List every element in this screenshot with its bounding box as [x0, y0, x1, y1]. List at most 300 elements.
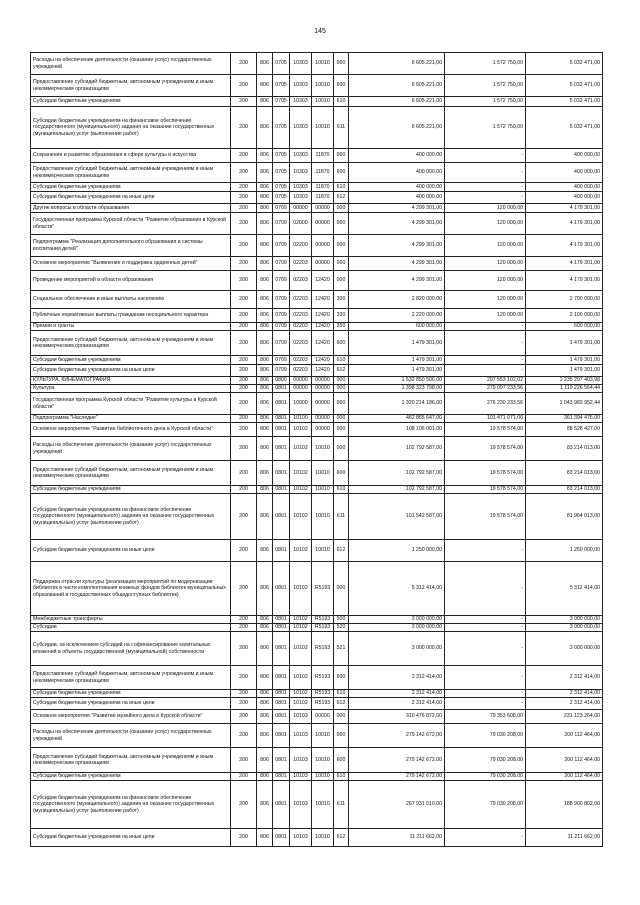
grbs-code-cell: 200	[231, 107, 257, 149]
federal-amount-cell: 1 572 750,00	[445, 53, 526, 75]
direction-code-cell: 10010	[312, 97, 334, 107]
total-amount-cell: 400 000,00	[349, 149, 445, 163]
section-code-cell: 0801	[273, 748, 290, 773]
row-name-cell: Предоставление субсидий бюджетным, автономным учреждениям и иным некоммерческим организациям	[31, 748, 231, 773]
table-row	[31, 291, 603, 309]
program-code-cell: 10103	[290, 710, 312, 724]
total-amount-cell: 3 000 000,00	[349, 616, 445, 624]
regional-amount-cell: 4 179 301,00	[526, 213, 603, 235]
budget-table-body	[31, 53, 603, 847]
row-name-cell: Предоставление субсидий бюджетным, автономным учреждениям и иным некоммерческим организациям	[31, 666, 231, 690]
section-code-cell: 0709	[273, 331, 290, 356]
section-code-cell: 0709	[273, 235, 290, 257]
table-row	[31, 75, 603, 97]
total-amount-cell: 1 250 000,00	[349, 540, 445, 562]
row-name-cell: Предоставление субсидий бюджетным, автономным учреждениям и иным некоммерческим организациям	[31, 163, 231, 183]
grbs-code-cell: 200	[231, 773, 257, 781]
ministry-code-cell: 806	[257, 698, 273, 710]
ministry-code-cell: 806	[257, 291, 273, 309]
table-row	[31, 235, 603, 257]
row-name-cell: Субсидии бюджетным учреждениям	[31, 486, 231, 494]
expense-type-cell: 600	[334, 666, 349, 690]
federal-amount-cell: -	[445, 829, 526, 847]
program-code-cell: 10000	[290, 393, 312, 415]
direction-code-cell: 10010	[312, 53, 334, 75]
section-code-cell: 0705	[273, 75, 290, 97]
grbs-code-cell: 200	[231, 724, 257, 748]
table-row	[31, 562, 603, 616]
program-code-cell: 10103	[290, 748, 312, 773]
ministry-code-cell: 806	[257, 53, 273, 75]
direction-code-cell: 00000	[312, 710, 334, 724]
row-name-cell: Предоставление субсидий бюджетным, автономным учреждениям и иным некоммерческим организациям	[31, 461, 231, 486]
section-code-cell: 0801	[273, 415, 290, 423]
federal-amount-cell: -	[445, 149, 526, 163]
program-code-cell: 10102	[290, 690, 312, 698]
grbs-code-cell: 200	[231, 97, 257, 107]
section-code-cell: 0705	[273, 107, 290, 149]
section-code-cell: 0801	[273, 494, 290, 540]
section-code-cell: 0709	[273, 323, 290, 331]
expense-type-cell: 000	[334, 710, 349, 724]
regional-amount-cell: 2 312 414,00	[526, 698, 603, 710]
ministry-code-cell: 806	[257, 423, 273, 437]
table-row	[31, 163, 603, 183]
ministry-code-cell: 806	[257, 624, 273, 632]
federal-amount-cell: 120 000,00	[445, 257, 526, 271]
program-code-cell: 02203	[290, 271, 312, 291]
expense-type-cell: 521	[334, 632, 349, 666]
expense-type-cell: 600	[334, 748, 349, 773]
federal-amount-cell: 79 030 208,00	[445, 781, 526, 829]
program-code-cell: 10303	[290, 75, 312, 97]
ministry-code-cell: 806	[257, 385, 273, 393]
federal-amount-cell: 1 572 750,00	[445, 75, 526, 97]
regional-amount-cell: 83 214 013,00	[526, 486, 603, 494]
regional-amount-cell: 3 000 000,00	[526, 624, 603, 632]
ministry-code-cell: 806	[257, 393, 273, 415]
regional-amount-cell: 200 112 464,00	[526, 748, 603, 773]
total-amount-cell: 2 220 000,00	[349, 309, 445, 323]
federal-amount-cell: -	[445, 356, 526, 365]
expense-type-cell: 000	[334, 724, 349, 748]
total-amount-cell: 400 000,00	[349, 192, 445, 204]
total-amount-cell: 4 299 301,00	[349, 204, 445, 213]
ministry-code-cell: 806	[257, 724, 273, 748]
total-amount-cell: 2 312 414,00	[349, 698, 445, 710]
federal-amount-cell: 19 578 574,00	[445, 437, 526, 461]
federal-amount-cell: -	[445, 365, 526, 377]
section-code-cell: 0709	[273, 365, 290, 377]
program-code-cell: 02203	[290, 291, 312, 309]
program-code-cell: 02203	[290, 257, 312, 271]
table-row	[31, 53, 603, 75]
federal-amount-cell: 120 000,00	[445, 235, 526, 257]
row-name-cell: Основное мероприятие "Выявление и поддержка одаренных детей"	[31, 257, 231, 271]
expense-type-cell: 612	[334, 540, 349, 562]
expense-type-cell: 612	[334, 829, 349, 847]
row-name-cell: КУЛЬТУРА, КИНЕМАТОГРАФИЯ	[31, 377, 231, 385]
ministry-code-cell: 806	[257, 163, 273, 183]
ministry-code-cell: 806	[257, 75, 273, 97]
regional-amount-cell: 81 964 013,00	[526, 494, 603, 540]
program-code-cell: 10103	[290, 829, 312, 847]
section-code-cell: 0705	[273, 97, 290, 107]
grbs-code-cell: 200	[231, 192, 257, 204]
grbs-code-cell: 200	[231, 423, 257, 437]
total-amount-cell: 2 312 414,00	[349, 690, 445, 698]
grbs-code-cell: 200	[231, 323, 257, 331]
ministry-code-cell: 806	[257, 461, 273, 486]
expense-type-cell: 000	[334, 393, 349, 415]
row-name-cell: Субсидии бюджетным учреждениям	[31, 97, 231, 107]
grbs-code-cell: 200	[231, 781, 257, 829]
program-code-cell: 00000	[290, 204, 312, 213]
regional-amount-cell: 1 043 983 952,44	[526, 393, 603, 415]
regional-amount-cell: 200 112 464,00	[526, 724, 603, 748]
grbs-code-cell: 200	[231, 624, 257, 632]
expense-type-cell: 600	[334, 163, 349, 183]
row-name-cell: Субсидии бюджетным учреждениям	[31, 183, 231, 192]
expense-type-cell: 600	[334, 75, 349, 97]
expense-type-cell: 330	[334, 309, 349, 323]
row-name-cell: Поддержка отрасли культуры (реализация мероприятий по модернизации библиотек в части комплектования книжных фондов библиотек муниципальных образований и государственных общедоступных библиотек)	[31, 562, 231, 616]
ministry-code-cell: 806	[257, 149, 273, 163]
regional-amount-cell: 188 900 802,00	[526, 781, 603, 829]
program-code-cell: 02203	[290, 331, 312, 356]
program-code-cell: 02000	[290, 213, 312, 235]
section-code-cell: 0709	[273, 271, 290, 291]
section-code-cell: 0709	[273, 213, 290, 235]
ministry-code-cell: 806	[257, 540, 273, 562]
direction-code-cell: R5193	[312, 616, 334, 624]
expense-type-cell: 610	[334, 183, 349, 192]
regional-amount-cell: 3 000 000,00	[526, 616, 603, 624]
page-number: 145	[314, 28, 326, 35]
direction-code-cell: 00000	[312, 415, 334, 423]
grbs-code-cell: 200	[231, 562, 257, 616]
budget-table	[30, 52, 603, 847]
table-row	[31, 107, 603, 149]
direction-code-cell: 00000	[312, 213, 334, 235]
direction-code-cell: 00000	[312, 423, 334, 437]
federal-amount-cell: -	[445, 163, 526, 183]
section-code-cell: 0705	[273, 53, 290, 75]
row-name-cell: Субсидии	[31, 624, 231, 632]
section-code-cell: 0801	[273, 393, 290, 415]
row-name-cell: Субсидии бюджетным учреждениям на иные цели	[31, 192, 231, 204]
ministry-code-cell: 806	[257, 331, 273, 356]
grbs-code-cell: 200	[231, 690, 257, 698]
regional-amount-cell: 1 235 297 403,98	[526, 377, 603, 385]
table-row	[31, 257, 603, 271]
federal-amount-cell: 79 030 208,00	[445, 773, 526, 781]
grbs-code-cell: 200	[231, 540, 257, 562]
ministry-code-cell: 806	[257, 323, 273, 331]
expense-type-cell: 000	[334, 53, 349, 75]
total-amount-cell: 2 820 000,00	[349, 291, 445, 309]
row-name-cell: Социальное обеспечение и иные выплаты населению	[31, 291, 231, 309]
regional-amount-cell: 1 250 000,00	[526, 540, 603, 562]
program-code-cell: 02203	[290, 365, 312, 377]
table-row	[31, 415, 603, 423]
table-row	[31, 698, 603, 710]
grbs-code-cell: 200	[231, 385, 257, 393]
program-code-cell: 10303	[290, 53, 312, 75]
section-code-cell: 0705	[273, 183, 290, 192]
total-amount-cell: 1 398 323 798,00	[349, 385, 445, 393]
expense-type-cell: 610	[334, 486, 349, 494]
program-code-cell: 10103	[290, 781, 312, 829]
row-name-cell: Субсидии бюджетным учреждениям на финансовое обеспечение государственного (муниципального) задания на оказание государственных (муниципальных) услуг (выполнение работ)	[31, 107, 231, 149]
program-code-cell: 10303	[290, 183, 312, 192]
regional-amount-cell: 1 119 226 564,44	[526, 385, 603, 393]
table-row	[31, 204, 603, 213]
regional-amount-cell: 1 479 301,00	[526, 365, 603, 377]
ministry-code-cell: 806	[257, 666, 273, 690]
section-code-cell: 0801	[273, 698, 290, 710]
program-code-cell: 02203	[290, 356, 312, 365]
program-code-cell: 10303	[290, 163, 312, 183]
section-code-cell: 0801	[273, 724, 290, 748]
direction-code-cell: 00000	[312, 204, 334, 213]
program-code-cell: 02200	[290, 235, 312, 257]
ministry-code-cell: 806	[257, 107, 273, 149]
direction-code-cell: 10010	[312, 540, 334, 562]
grbs-code-cell: 200	[231, 356, 257, 365]
row-name-cell: Субсидии бюджетным учреждениям на финансовое обеспечение государственного (муниципального) задания на оказание государственных (муниципальных) услуг (выполнение работ)	[31, 494, 231, 540]
ministry-code-cell: 806	[257, 616, 273, 624]
table-row	[31, 486, 603, 494]
regional-amount-cell: 5 032 471,00	[526, 107, 603, 149]
ministry-code-cell: 806	[257, 356, 273, 365]
federal-amount-cell: 79 353 608,00	[445, 710, 526, 724]
ministry-code-cell: 806	[257, 183, 273, 192]
grbs-code-cell: 200	[231, 213, 257, 235]
ministry-code-cell: 806	[257, 257, 273, 271]
direction-code-cell: 12420	[312, 331, 334, 356]
total-amount-cell: 4 299 301,00	[349, 213, 445, 235]
section-code-cell: 0801	[273, 781, 290, 829]
table-row	[31, 365, 603, 377]
direction-code-cell: 11870	[312, 163, 334, 183]
federal-amount-cell: -	[445, 690, 526, 698]
row-name-cell: Субсидии бюджетным учреждениям на финансовое обеспечение государственного (муниципального) задания на оказание государственных (муниципальных) услуг (выполнение работ)	[31, 781, 231, 829]
expense-type-cell: 600	[334, 461, 349, 486]
section-code-cell: 0801	[273, 486, 290, 494]
total-amount-cell: 1 479 301,00	[349, 356, 445, 365]
grbs-code-cell: 200	[231, 291, 257, 309]
total-amount-cell: 108 106 001,00	[349, 423, 445, 437]
ministry-code-cell: 806	[257, 486, 273, 494]
regional-amount-cell: 1 479 301,00	[526, 356, 603, 365]
regional-amount-cell: 4 179 301,00	[526, 204, 603, 213]
table-row	[31, 356, 603, 365]
federal-amount-cell: -	[445, 616, 526, 624]
expense-type-cell: 000	[334, 257, 349, 271]
expense-type-cell: 500	[334, 616, 349, 624]
regional-amount-cell: 231 123 264,00	[526, 710, 603, 724]
row-name-cell: Субсидии бюджетным учреждениям на иные цели	[31, 698, 231, 710]
program-code-cell: 10103	[290, 773, 312, 781]
direction-code-cell: 10010	[312, 748, 334, 773]
program-code-cell: 10100	[290, 415, 312, 423]
federal-amount-cell: 101 471 071,00	[445, 415, 526, 423]
row-name-cell: Проведение мероприятий в области образования	[31, 271, 231, 291]
program-code-cell: 10102	[290, 486, 312, 494]
row-name-cell: Другие вопросы в области образования	[31, 204, 231, 213]
expense-type-cell: 000	[334, 562, 349, 616]
program-code-cell: 00000	[290, 385, 312, 393]
regional-amount-cell: 200 112 464,00	[526, 773, 603, 781]
grbs-code-cell: 200	[231, 632, 257, 666]
row-name-cell: Государственная программа Курской области "Развитие культуры в Курской области"	[31, 393, 231, 415]
row-name-cell: Подпрограмма "Наследие"	[31, 415, 231, 423]
direction-code-cell: R5193	[312, 666, 334, 690]
total-amount-cell: 1 479 301,00	[349, 365, 445, 377]
federal-amount-cell: 79 030 208,00	[445, 724, 526, 748]
row-name-cell: Сохранение и развитие образования в сфере культуры и искусства	[31, 149, 231, 163]
regional-amount-cell: 88 528 427,00	[526, 423, 603, 437]
direction-code-cell: 12420	[312, 271, 334, 291]
total-amount-cell: 6 605 221,00	[349, 97, 445, 107]
ministry-code-cell: 806	[257, 204, 273, 213]
regional-amount-cell: 4 179 301,00	[526, 235, 603, 257]
section-code-cell: 0801	[273, 385, 290, 393]
direction-code-cell: 12420	[312, 365, 334, 377]
grbs-code-cell: 200	[231, 698, 257, 710]
grbs-code-cell: 200	[231, 486, 257, 494]
program-code-cell: 10303	[290, 192, 312, 204]
ministry-code-cell: 806	[257, 235, 273, 257]
table-row	[31, 461, 603, 486]
ministry-code-cell: 806	[257, 271, 273, 291]
regional-amount-cell: 83 214 013,00	[526, 437, 603, 461]
total-amount-cell: 1 320 214 186,00	[349, 393, 445, 415]
total-amount-cell: 310 476 872,00	[349, 710, 445, 724]
table-row	[31, 624, 603, 632]
row-name-cell: Предоставление субсидий бюджетным, автономным учреждениям и иным некоммерческим организациям	[31, 331, 231, 356]
table-row	[31, 97, 603, 107]
total-amount-cell: 5 312 414,00	[349, 562, 445, 616]
table-row	[31, 437, 603, 461]
row-name-cell: Расходы на обеспечение деятельности (оказание услуг) государственных учреждений	[31, 437, 231, 461]
table-row	[31, 829, 603, 847]
federal-amount-cell: 1 572 750,00	[445, 97, 526, 107]
grbs-code-cell: 200	[231, 377, 257, 385]
direction-code-cell: 00000	[312, 393, 334, 415]
expense-type-cell: 000	[334, 423, 349, 437]
section-code-cell: 0801	[273, 437, 290, 461]
expense-type-cell: 610	[334, 773, 349, 781]
expense-type-cell: 610	[334, 97, 349, 107]
total-amount-cell: 3 000 000,00	[349, 632, 445, 666]
ministry-code-cell: 806	[257, 97, 273, 107]
row-name-cell: Субсидии бюджетным учреждениям на иные цели	[31, 540, 231, 562]
grbs-code-cell: 200	[231, 204, 257, 213]
section-code-cell: 0801	[273, 540, 290, 562]
expense-type-cell: 000	[334, 437, 349, 461]
total-amount-cell: 279 142 672,00	[349, 724, 445, 748]
federal-amount-cell: -	[445, 183, 526, 192]
grbs-code-cell: 200	[231, 257, 257, 271]
table-row	[31, 385, 603, 393]
table-row	[31, 666, 603, 690]
federal-amount-cell: 120 000,00	[445, 213, 526, 235]
table-row	[31, 616, 603, 624]
federal-amount-cell: 276 230 233,56	[445, 393, 526, 415]
ministry-code-cell: 806	[257, 562, 273, 616]
direction-code-cell: R5193	[312, 698, 334, 710]
section-code-cell: 0801	[273, 461, 290, 486]
expense-type-cell: 000	[334, 235, 349, 257]
expense-type-cell: 520	[334, 624, 349, 632]
federal-amount-cell: 297 553 102,02	[445, 377, 526, 385]
total-amount-cell: 400 000,00	[349, 183, 445, 192]
expense-type-cell: 000	[334, 385, 349, 393]
program-code-cell: 10303	[290, 97, 312, 107]
regional-amount-cell: 5 312 414,00	[526, 562, 603, 616]
grbs-code-cell: 200	[231, 235, 257, 257]
row-name-cell: Расходы на обеспечение деятельности (оказание услуг) государственных учреждений	[31, 724, 231, 748]
row-name-cell: Субсидии бюджетным учреждениям на иные цели	[31, 365, 231, 377]
grbs-code-cell: 200	[231, 616, 257, 624]
expense-type-cell: 000	[334, 415, 349, 423]
expense-type-cell: 611	[334, 494, 349, 540]
ministry-code-cell: 806	[257, 213, 273, 235]
grbs-code-cell: 200	[231, 271, 257, 291]
total-amount-cell: 101 542 587,00	[349, 494, 445, 540]
total-amount-cell: 4 299 301,00	[349, 235, 445, 257]
direction-code-cell: 10010	[312, 486, 334, 494]
section-code-cell: 0705	[273, 149, 290, 163]
total-amount-cell: 1 479 301,00	[349, 331, 445, 356]
total-amount-cell: 11 211 662,00	[349, 829, 445, 847]
direction-code-cell: 00000	[312, 235, 334, 257]
row-name-cell: Субсидии бюджетным учреждениям	[31, 773, 231, 781]
regional-amount-cell: 4 179 301,00	[526, 257, 603, 271]
direction-code-cell: 10010	[312, 75, 334, 97]
row-name-cell: Премии и гранты	[31, 323, 231, 331]
table-row	[31, 494, 603, 540]
expense-type-cell: 611	[334, 781, 349, 829]
section-code-cell: 0709	[273, 309, 290, 323]
grbs-code-cell: 200	[231, 149, 257, 163]
section-code-cell: 0709	[273, 257, 290, 271]
grbs-code-cell: 200	[231, 365, 257, 377]
table-row	[31, 183, 603, 192]
total-amount-cell: 279 142 672,00	[349, 773, 445, 781]
total-amount-cell: 102 792 587,00	[349, 437, 445, 461]
program-code-cell: 10102	[290, 494, 312, 540]
total-amount-cell: 6 605 221,00	[349, 107, 445, 149]
ministry-code-cell: 806	[257, 781, 273, 829]
total-amount-cell: 6 605 221,00	[349, 75, 445, 97]
ministry-code-cell: 806	[257, 377, 273, 385]
ministry-code-cell: 806	[257, 494, 273, 540]
total-amount-cell: 3 000 000,00	[349, 624, 445, 632]
table-row	[31, 192, 603, 204]
table-row	[31, 748, 603, 773]
direction-code-cell: R5193	[312, 632, 334, 666]
program-code-cell: 10102	[290, 632, 312, 666]
table-row	[31, 331, 603, 356]
row-name-cell: Субсидии, за исключением субсидий на софинансирование капитальных вложений в объекты государственной (муниципальной) собственности	[31, 632, 231, 666]
direction-code-cell: 10010	[312, 461, 334, 486]
federal-amount-cell: 19 578 574,00	[445, 461, 526, 486]
section-code-cell: 0800	[273, 377, 290, 385]
section-code-cell: 0801	[273, 690, 290, 698]
